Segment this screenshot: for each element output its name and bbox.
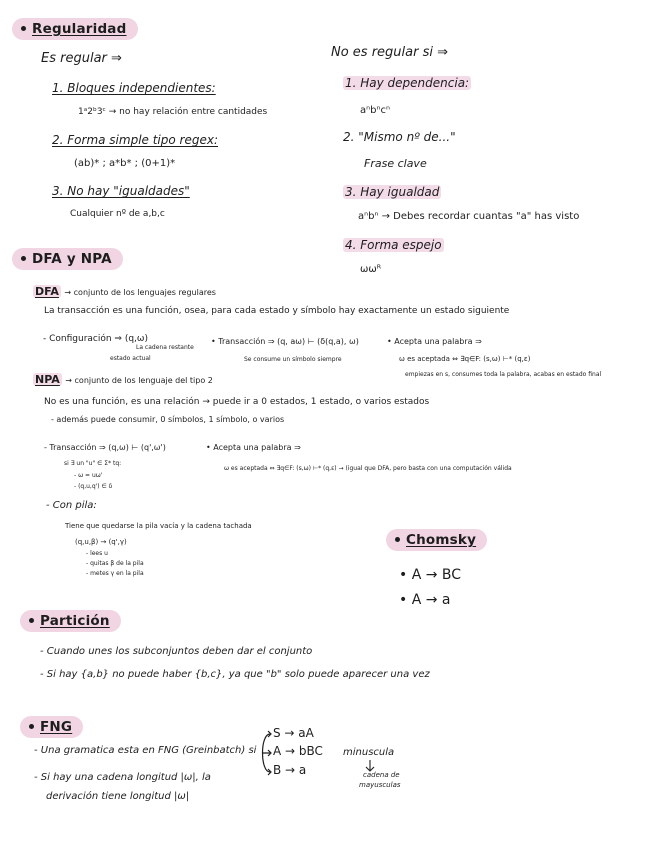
pila-step-2: - quitas β de la pila	[86, 560, 144, 567]
noregular-item-4-label: 4. Forma espejo	[345, 238, 442, 252]
noregular-item-4	[343, 239, 444, 253]
particion-line-2: - Si hay {a,b} no puede haber {b,c}, ya que "b" solo puede aparecer una vez	[40, 669, 430, 680]
noregular-item-1-label: 1. Hay dependencia:	[345, 76, 470, 90]
regular-item-2-expr: (ab)* ; a*b* ; (0+1)*	[74, 158, 176, 169]
section-title: DFA y NPA	[32, 251, 112, 267]
pila-step-1: - lees u	[86, 550, 108, 557]
pila-desc: Tiene que quedarse la pila vacía y la cadena tachada	[65, 522, 252, 530]
bullet-icon	[21, 256, 26, 261]
pila-expr: (q,u,β) → (q',γ)	[75, 538, 127, 546]
noregular-item-2: 2. "Mismo nº de..."	[343, 130, 456, 144]
regular-item-3: 3. No hay "igualdades"	[52, 184, 190, 198]
npa-extra: - además puede consumir, 0 símbolos, 1 símbolo, o varios	[51, 415, 285, 424]
section-title: FNG	[40, 719, 73, 735]
noregular-item-2-expr: Frase clave	[364, 157, 427, 170]
section-title: Partición	[40, 613, 110, 629]
no-regular: No es regular si ⇒	[331, 45, 449, 60]
es-regular: Es regular ⇒	[41, 51, 122, 66]
npa-label: NPA	[35, 373, 60, 386]
npa-line	[33, 374, 213, 387]
dfa-acepta-expr: ω es aceptada ⇔ ∃q∈F: (s,ω) ⊢* (q,ε)	[399, 355, 531, 363]
npa-cond-1: - ω = uω'	[74, 472, 103, 479]
section-title: Regularidad	[32, 21, 127, 37]
fng-rule-3: B → a	[273, 763, 307, 777]
noregular-item-1-expr: aⁿbⁿcⁿ	[360, 105, 390, 116]
fng-bracket-icon	[262, 734, 270, 772]
npa-cond-2: - (q,u,q') ∈ δ	[74, 483, 113, 490]
header-dfa-npa	[12, 248, 123, 270]
noregular-item-3-label: 3. Hay igualdad	[345, 185, 440, 199]
pila-title: - Con pila:	[46, 500, 97, 511]
fng-cadena-2: mayusculas	[359, 781, 401, 789]
header-fng	[20, 716, 83, 738]
fng-rule-1: S → aA	[273, 726, 314, 740]
regular-item-1: 1. Bloques independientes:	[52, 81, 216, 95]
regular-item-3-expr: Cualquier nº de a,b,c	[70, 209, 165, 219]
fng-line-2b: derivación tiene longitud |ω|	[46, 791, 190, 802]
pila-step-3: - metes γ en la pila	[86, 570, 144, 577]
bullet-icon	[29, 618, 34, 623]
chomsky-rule-1: • A → BC	[399, 567, 462, 583]
noregular-item-3	[343, 186, 441, 200]
dfa-config: - Configuración ⇒ (q,ω)	[43, 334, 148, 344]
dfa-transaccion: • Transacción ⇒ (q, aω) ⊢ (δ(q,a), ω)	[211, 337, 359, 346]
regular-item-2: 2. Forma simple tipo regex:	[52, 133, 218, 147]
fng-line-2a: - Si hay una cadena longitud |ω|, la	[34, 772, 211, 783]
fng-cadena-1: cadena de	[363, 771, 400, 779]
dfa-config-note1: La cadena restante	[136, 344, 194, 351]
dfa-acepta: • Acepta una palabra ⇒	[387, 337, 482, 346]
dfa-line	[33, 286, 216, 299]
dfa-acepta-note: empiezas en s, consumes toda la palabra, acabas en estado final	[405, 371, 602, 378]
section-title: Chomsky	[406, 532, 477, 548]
noregular-item-4-expr: ωωᴿ	[360, 264, 382, 275]
npa-transaccion: - Transacción ⇒ (q,ω) ⊢ (q',ω')	[44, 443, 166, 452]
dfa-def: → conjunto de los lenguajes regulares	[64, 288, 216, 297]
particion-line-1: - Cuando unes los subconjuntos deben dar el conjunto	[40, 646, 313, 657]
bullet-icon	[29, 724, 34, 729]
npa-funcion: No es una función, es una relación → puede ir a 0 estados, 1 estado, o varios estados	[44, 397, 430, 407]
header-regularidad	[12, 18, 138, 40]
noregular-item-1	[343, 77, 471, 91]
header-particion	[20, 610, 121, 632]
fng-line-1: - Una gramatica esta en FNG (Greinbatch) si	[34, 745, 257, 756]
noregular-item-3-expr: aⁿbⁿ → Debes recordar cuantas "a" has visto	[358, 211, 580, 222]
npa-cond: si ∃ un "u" ∈ Σ* tq:	[64, 460, 122, 467]
fng-minuscula: minuscula	[343, 747, 395, 758]
chomsky-rule-2: • A → a	[399, 592, 451, 608]
npa-acepta-expr: ω es aceptada ⇔ ∃q∈F: (s,ω) ⊢* (q,ε) → (igual que DFA, pero basta con una computación válida	[224, 465, 512, 472]
npa-acepta: • Acepta una palabra ⇒	[206, 443, 301, 452]
dfa-config-note2: estado actual	[110, 355, 151, 362]
bullet-icon	[21, 26, 26, 31]
bullet-icon	[395, 537, 400, 542]
dfa-transaction: La transacción es una función, osea, para cada estado y símbolo hay exactamente un estado siguiente	[44, 306, 510, 316]
npa-def: → conjunto de los lenguaje del tipo 2	[65, 376, 213, 385]
header-chomsky	[386, 529, 487, 551]
dfa-label: DFA	[35, 285, 59, 298]
dfa-transaccion-note: Se consume un símbolo siempre	[244, 356, 342, 363]
regular-item-1-expr: 1ᵃ2ᵇ3ᶜ → no hay relación entre cantidades	[78, 107, 268, 117]
fng-rule-2: A → bBC	[273, 744, 323, 758]
arrow-down-icon	[366, 760, 374, 771]
